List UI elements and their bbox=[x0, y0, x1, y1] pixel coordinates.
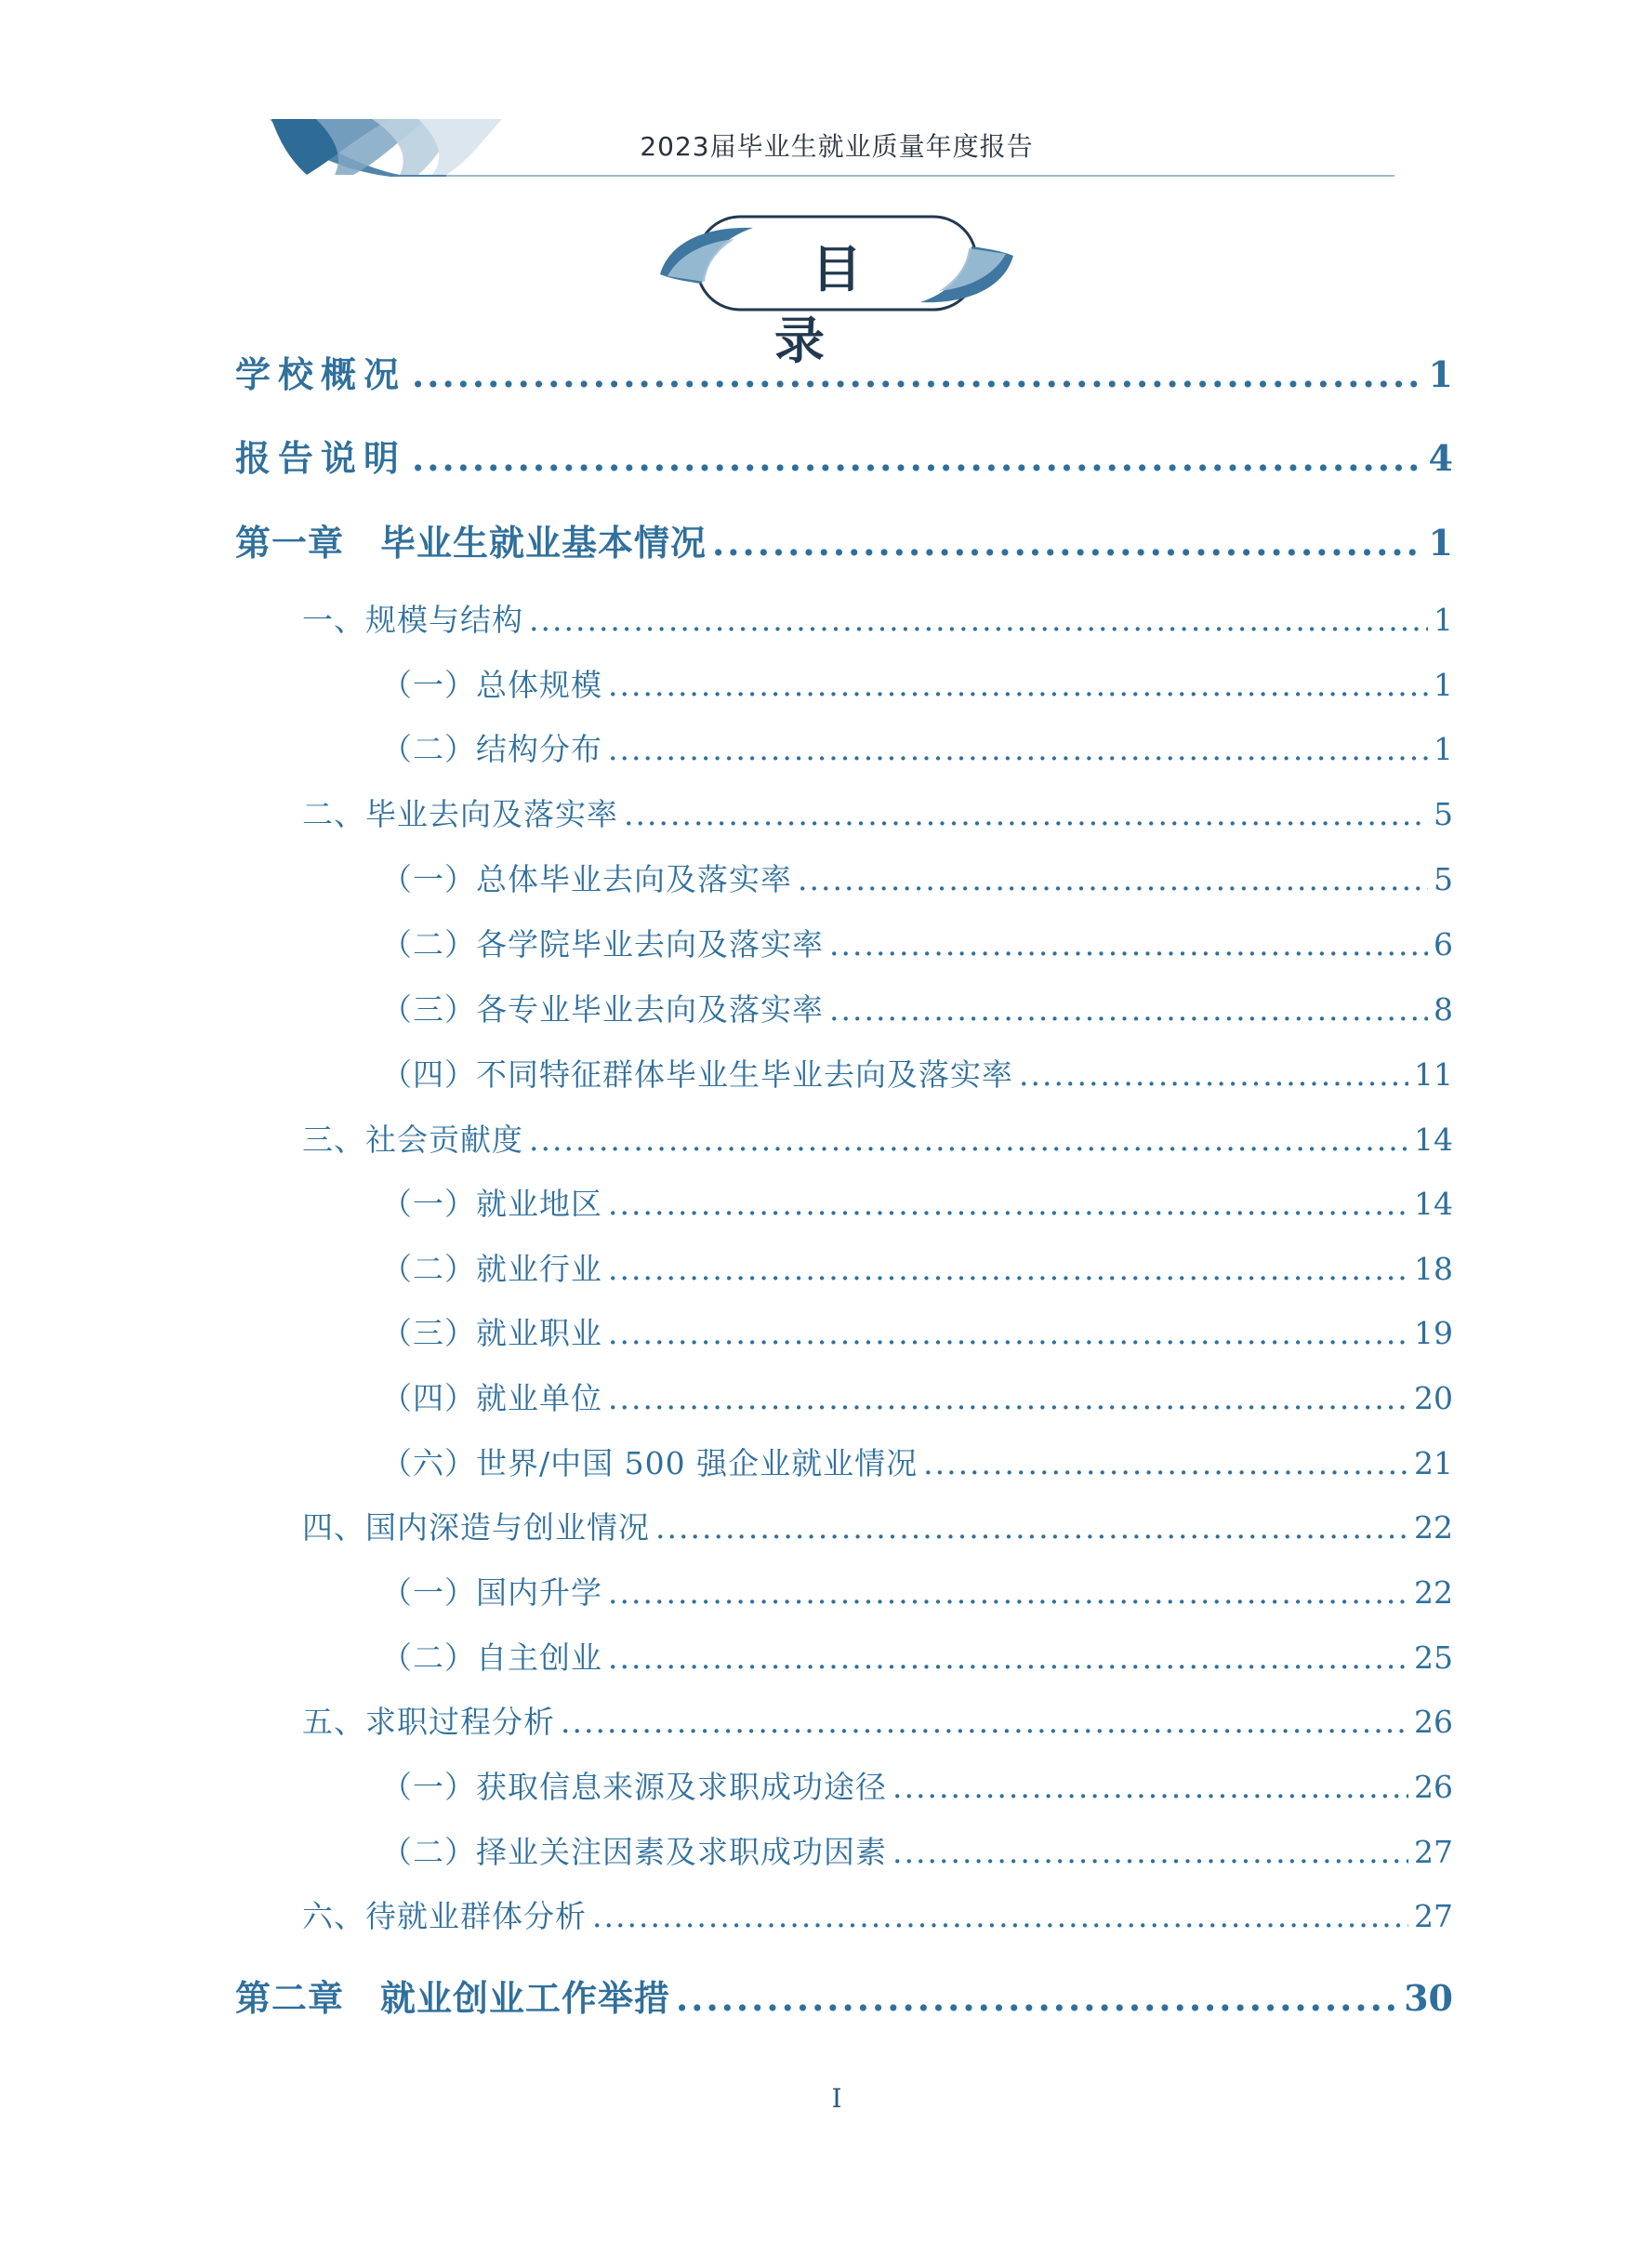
dot-leader bbox=[923, 1445, 1408, 1481]
dot-leader bbox=[608, 1186, 1408, 1222]
toc-entry-page: 26 bbox=[1414, 1769, 1453, 1805]
toc-entry-section[interactable] bbox=[302, 1116, 1453, 1160]
toc-entry-label: （二）结构分布 bbox=[381, 731, 602, 767]
toc-entry-page: 1 bbox=[1434, 667, 1453, 703]
toc-entry-subsection[interactable] bbox=[381, 986, 1453, 1029]
dot-leader bbox=[529, 602, 1428, 638]
toc-entry-label: 第二章 就业创业工作举措 bbox=[235, 1977, 671, 2019]
toc-entry-label: （一）获取信息来源及求职成功途径 bbox=[381, 1769, 887, 1805]
toc-entry-page: 19 bbox=[1414, 1315, 1453, 1351]
toc-entry-section[interactable] bbox=[302, 790, 1453, 834]
toc-entry-label: （二）择业关注因素及求职成功因素 bbox=[381, 1834, 887, 1870]
toc-entry-subsection[interactable] bbox=[381, 1051, 1453, 1095]
toc-entry-section[interactable] bbox=[302, 1504, 1453, 1547]
toc-entry-page: 27 bbox=[1414, 1898, 1453, 1934]
dot-leader bbox=[608, 731, 1428, 767]
toc-entry-label: （一）就业地区 bbox=[381, 1186, 602, 1222]
toc-entry-label: （一）总体规模 bbox=[381, 667, 602, 703]
toc-entry-label: （三）就业职业 bbox=[381, 1315, 602, 1351]
toc-entry-label: 五、求职过程分析 bbox=[302, 1704, 555, 1740]
toc-entry-school-overview[interactable] bbox=[235, 346, 1453, 397]
dot-leader bbox=[624, 796, 1428, 832]
toc-entry-subsection[interactable] bbox=[381, 661, 1453, 705]
toc-entry-subsection[interactable] bbox=[381, 1569, 1453, 1613]
toc-entry-page: 11 bbox=[1414, 1056, 1453, 1093]
dot-leader bbox=[829, 991, 1428, 1028]
toc-entry-subsection[interactable] bbox=[381, 856, 1453, 899]
dot-leader bbox=[892, 1769, 1408, 1805]
page-number: I bbox=[831, 2083, 842, 2114]
toc-entry-page: 27 bbox=[1414, 1834, 1453, 1870]
dot-leader bbox=[608, 1574, 1408, 1611]
toc-entry-page: 1 bbox=[1434, 731, 1453, 767]
dot-leader bbox=[592, 1898, 1408, 1934]
toc-entry-page: 1 bbox=[1428, 522, 1453, 564]
toc-entry-report-notes[interactable] bbox=[235, 430, 1453, 481]
toc-entry-page: 14 bbox=[1414, 1122, 1453, 1158]
toc-entry-label: （一）总体毕业去向及落实率 bbox=[381, 861, 792, 897]
toc-entry-subsection[interactable] bbox=[381, 1374, 1453, 1418]
toc-entry-page: 5 bbox=[1434, 796, 1453, 832]
dot-leader bbox=[608, 1251, 1408, 1287]
toc-entry-label: 三、社会贡献度 bbox=[302, 1122, 523, 1158]
report-title: 2023届毕业生就业质量年度报告 bbox=[640, 131, 1034, 162]
toc-entry-page: 22 bbox=[1414, 1509, 1453, 1546]
dot-leader bbox=[829, 926, 1428, 962]
toc-entry-label: （二）各学院毕业去向及落实率 bbox=[381, 926, 824, 962]
dot-leader bbox=[1019, 1056, 1408, 1093]
toc-entry-section[interactable] bbox=[302, 1892, 1453, 1936]
toc-entry-label: 报告说明 bbox=[235, 437, 407, 479]
toc-entry-label: （二）就业行业 bbox=[381, 1251, 602, 1287]
toc-entry-section[interactable] bbox=[302, 596, 1453, 640]
toc-entry-label: 一、规模与结构 bbox=[302, 602, 523, 638]
toc-entry-page: 1 bbox=[1428, 353, 1453, 395]
toc-entry-page: 4 bbox=[1428, 437, 1453, 479]
dot-leader bbox=[412, 437, 1423, 479]
toc-entry-subsection[interactable] bbox=[381, 1309, 1453, 1353]
dot-leader bbox=[608, 1639, 1408, 1676]
toc-entry-label: 四、国内深造与创业情况 bbox=[302, 1509, 650, 1546]
toc-entry-page: 14 bbox=[1414, 1186, 1453, 1222]
toc-entry-subsection[interactable] bbox=[381, 725, 1453, 769]
toc-entry-subsection[interactable] bbox=[381, 1634, 1453, 1678]
toc-entry-subsection[interactable] bbox=[381, 921, 1453, 964]
toc-entry-label: （四）不同特征群体毕业生毕业去向及落实率 bbox=[381, 1056, 1013, 1093]
toc-entry-page: 26 bbox=[1414, 1704, 1453, 1740]
toc-entry-label: 二、毕业去向及落实率 bbox=[302, 796, 618, 832]
dot-leader bbox=[608, 1315, 1408, 1351]
toc-entry-label: 学校概况 bbox=[235, 353, 407, 395]
dot-leader bbox=[412, 353, 1423, 395]
dot-leader bbox=[676, 1977, 1398, 2019]
toc-entry-page: 30 bbox=[1404, 1977, 1453, 2019]
toc-entry-subsection[interactable] bbox=[381, 1180, 1453, 1224]
dot-leader bbox=[798, 861, 1428, 897]
dot-leader bbox=[529, 1122, 1408, 1158]
toc-entry-chapter-1[interactable] bbox=[235, 514, 1453, 565]
toc-entry-subsection[interactable] bbox=[381, 1245, 1453, 1289]
dot-leader bbox=[655, 1509, 1408, 1546]
toc-entry-page: 25 bbox=[1414, 1639, 1453, 1676]
toc-entry-label: 第一章 毕业生就业基本情况 bbox=[235, 522, 707, 564]
dot-leader bbox=[608, 667, 1428, 703]
toc-entry-page: 21 bbox=[1414, 1445, 1453, 1481]
toc-entry-label: （四）就业单位 bbox=[381, 1380, 602, 1416]
toc-entry-label: （三）各专业毕业去向及落实率 bbox=[381, 991, 824, 1028]
toc-entry-page: 18 bbox=[1414, 1251, 1453, 1287]
dot-leader bbox=[561, 1704, 1408, 1740]
toc-entry-subsection[interactable] bbox=[381, 1440, 1453, 1483]
toc-title: 目 录 bbox=[774, 239, 936, 370]
toc-entry-page: 5 bbox=[1434, 861, 1453, 897]
toc-entry-page: 20 bbox=[1414, 1380, 1453, 1416]
dot-leader bbox=[608, 1380, 1408, 1416]
toc-entry-label: （二）自主创业 bbox=[381, 1639, 602, 1676]
toc-entry-label: （六）世界/中国 500 强企业就业情况 bbox=[381, 1445, 919, 1481]
toc-entry-chapter-2[interactable] bbox=[235, 1970, 1453, 2021]
toc-entry-page: 22 bbox=[1414, 1574, 1453, 1611]
dot-leader bbox=[892, 1834, 1408, 1870]
toc-entry-page: 6 bbox=[1434, 926, 1453, 962]
toc-entry-page: 8 bbox=[1434, 991, 1453, 1028]
toc-entry-subsection[interactable] bbox=[381, 1763, 1453, 1807]
toc-entry-subsection[interactable] bbox=[381, 1828, 1453, 1872]
toc-entry-label: （一）国内升学 bbox=[381, 1574, 602, 1611]
dot-leader bbox=[712, 522, 1423, 564]
toc-entry-label: 六、待就业群体分析 bbox=[302, 1898, 587, 1934]
toc-entry-section[interactable] bbox=[302, 1698, 1453, 1742]
toc-entry-page: 1 bbox=[1434, 602, 1453, 638]
